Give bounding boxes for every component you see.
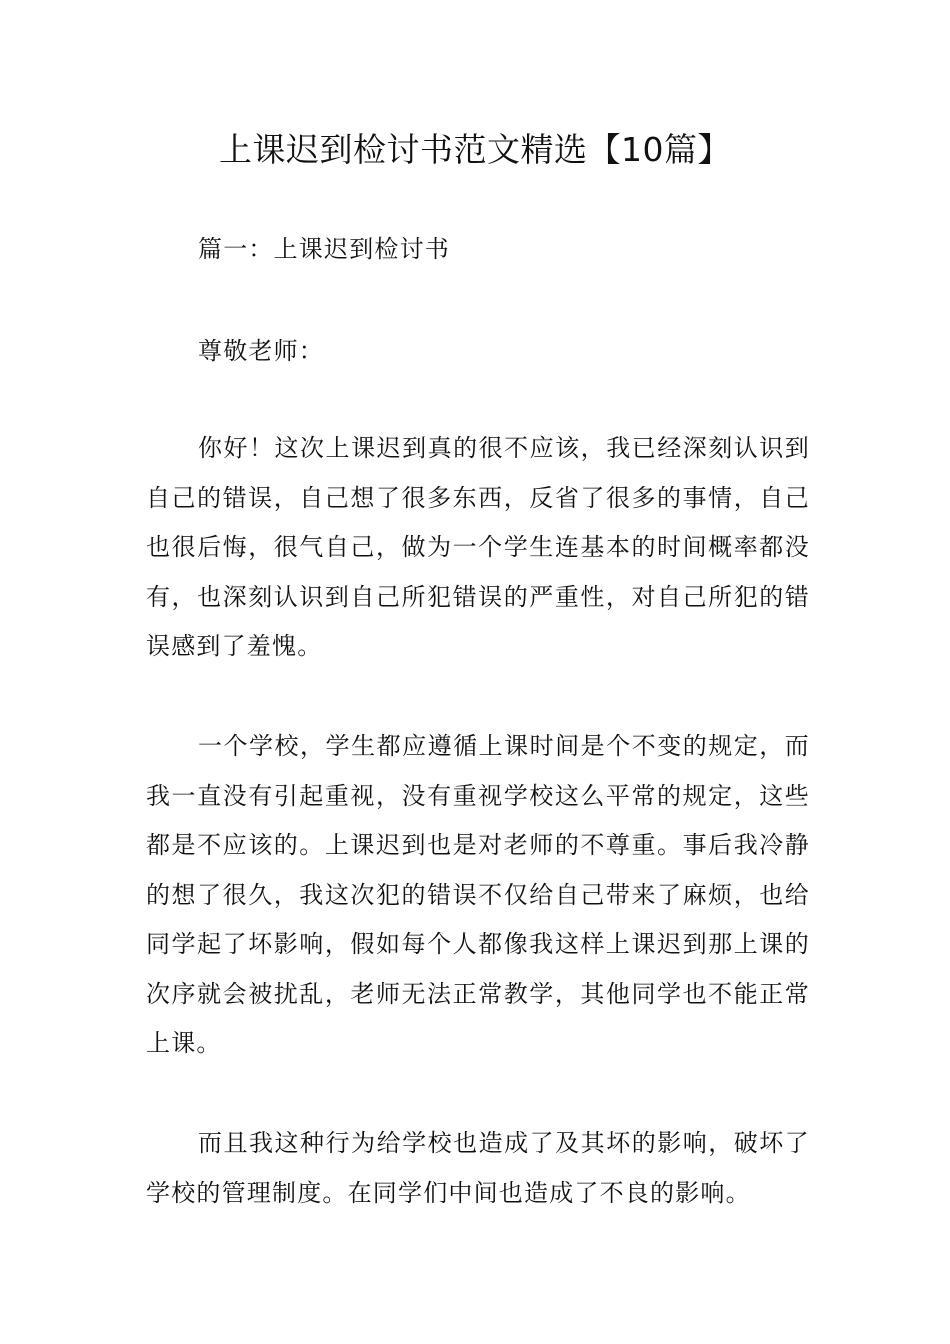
salutation: 尊敬老师： (198, 337, 324, 365)
paragraph-1: 你好！这次上课迟到真的很不应该，我已经深刻认识到自己的错误，自己想了很多东西，反省了很多的事情，自己也很后悔，很气自己，做为一个学生连基本的时间概率都没有，也深刻认识到自己所犯错误的严重性，对自己所犯的错误感到了羞愧。 (146, 434, 810, 660)
section-heading: 篇一：上课迟到检讨书 (198, 235, 450, 263)
paragraph-3: 而且我这种行为给学校也造成了及其坏的影响，破坏了学校的管理制度。在同学们中间也造成了不良的影响。 (146, 1129, 810, 1207)
paragraph-2: 一个学校，学生都应遵循上课时间是个不变的规定，而我一直没有引起重视，没有重视学校这么平常的规定，这些都是不应该的。上课迟到也是对老师的不尊重。事后我冷静的想了很久，我这次犯的错误不仅给自己带来了麻烦，也给同学起了坏影响，假如每个人都像我这样上课迟到那上课的次序就会被扰乱，老师无法正常教学，其他同学也不能正常上课。 (146, 732, 810, 1057)
document-title: 上课迟到检讨书范文精选【10篇】 (219, 130, 731, 169)
